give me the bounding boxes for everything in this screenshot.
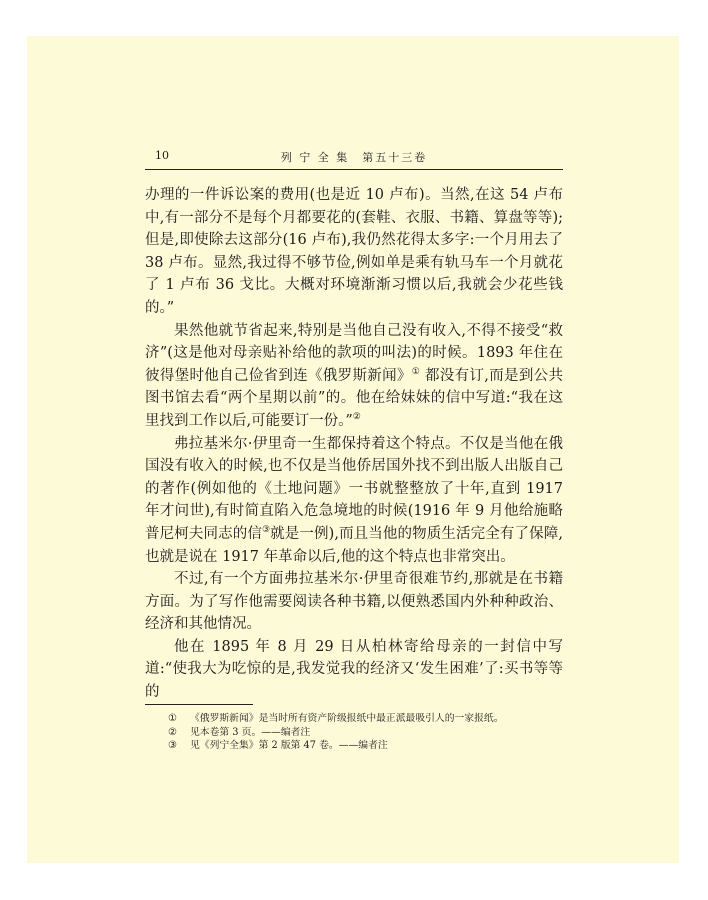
footnote-1-mark: ①	[168, 713, 177, 724]
paragraph-2-text-b: 都没有订,而是到公共图书馆去看“两个星期以前”的。他在给妹妹的信中写道:“我在这里找到工作以后,可能要订一份。”	[145, 367, 564, 429]
footnote-3-text: 见《列宁全集》第 2 版第 47 卷。——编者注	[190, 740, 388, 752]
footnote-ref-3[interactable]: ③	[261, 525, 271, 536]
paragraph-2-text-a: 果然他就节省起来,特别是当他自己没有收入,不得不接受“救济”(这是他对母亲贴补给他的款项的叫法)的时候。1893 年住在彼得堡时他自己俭省到连《俄罗斯新闻》	[145, 322, 563, 384]
footnote-1	[168, 712, 568, 726]
footnote-separator	[145, 704, 253, 705]
running-title: 列 宁 全 集 第五十三卷	[280, 151, 428, 164]
footnote-3	[168, 739, 568, 753]
paragraph-5: 他在 1895 年 8 月 29 日从柏林寄给母亲的一封信中写道:“使我大为吃惊的是,我发觉我的经济又‘发生困难’了:买书等等的	[145, 638, 563, 701]
footnote-ref-1[interactable]: ①	[411, 366, 421, 377]
footnote-1-text: 《俄罗斯新闻》是当时所有资产阶级报纸中最正派最吸引人的一家报纸。	[190, 713, 504, 724]
paragraph-3-text-b: 就是一例),而且当他的物质生活完全有了保障,也就是说在 1917 年革命以后,他的这个特点也非常突出。	[145, 525, 564, 565]
paragraph-4: 不过,有一个方面弗拉基米尔·伊里奇很难节约,那就是在书籍方面。为了写作他需要阅读各种书籍,以便熟悉国内外种种政治、经济和其他情况。	[145, 571, 563, 633]
paragraph-3	[145, 433, 563, 569]
paragraph-3-text-a: 弗拉基米尔·伊里奇一生都保持着这个特点。不仅是当他在俄国没有收入的时候,也不仅是当他侨居国外找不到出版人出版自己的著作(例如他的《土地问题》一书就整整放了十年,直到 1917 年才问世),有时简直陷入危急境地的时候(1916 年 9 月他给施略普尼柯夫同志的信	[145, 435, 563, 542]
main-text	[145, 184, 563, 704]
footnote-2-text: 见本卷第 3 页。——编者注	[190, 726, 311, 738]
footnotes	[168, 712, 568, 753]
running-header	[145, 143, 563, 170]
page-number: 10	[155, 149, 169, 162]
footnote-2	[168, 726, 568, 740]
footnote-2-mark: ②	[168, 726, 177, 738]
footnote-3-mark: ③	[168, 740, 177, 752]
footnote-ref-2[interactable]: ②	[352, 412, 361, 423]
paragraph-2	[145, 320, 563, 433]
paragraph-1: 办理的一件诉讼案的费用(也是近 10 卢布)。当然,在这 54 卢布中,有一部分不是每个月都要花的(套鞋、衣服、书籍、算盘等等);但是,即使除去这部分(16 卢布),我仍然花得太多字:一个月用去了 38 卢布。显然,我过得不够节俭,例如单是乘有轨马车一个月就花了 1 卢布 36 戈比。大概对环境渐渐习惯以后,我就会少花些钱的。”	[145, 187, 563, 316]
